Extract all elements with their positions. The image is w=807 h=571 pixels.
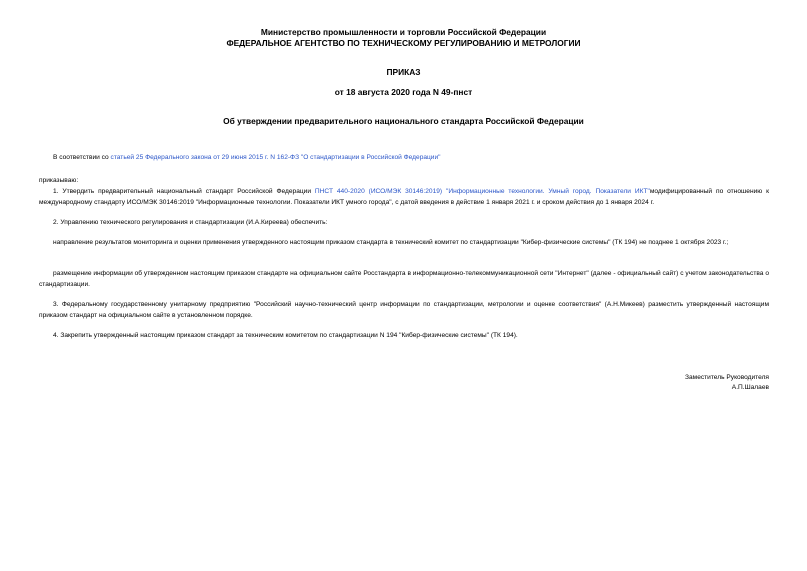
doc-type-heading: ПРИКАЗ (386, 67, 421, 77)
item-1-paragraph (39, 187, 769, 208)
signature-position: Заместитель Руководителя (685, 374, 769, 381)
item-2-paragraph: 2. Управлению технического регулирования и стандартизации (И.А.Киреева) обеспечить: (53, 219, 328, 226)
item-1-prefix: 1. Утвердить предварительный национальный стандарт Российской Федерации (53, 188, 315, 195)
doc-date-heading: от 18 августа 2020 года N 49-пнст (334, 87, 473, 97)
order-word: приказываю: (39, 177, 79, 184)
item-2a-paragraph: направление результатов мониторинга и оценки применения утвержденного настоящим приказом стандарта в технический комитет по стандартизации "Кибер-физические системы" (ТК 194) не позднее 1 октября 2023 г.; (53, 239, 729, 246)
item-4-paragraph: 4. Закрепить утвержденный настоящим приказом стандарт за техническим комитетом по стандартизации N 194 "Кибер-физические системы" (ТК 194). (53, 332, 518, 339)
item-1-suffix: модифицированный по отношению к международному стандарту ИСО/МЭК 30146:2019 "Информационные технологии. Показатели ИКТ умного города", с датой введения в действие 1 января 2021 г. и сроком действия до 1 января 2024 г. (39, 188, 769, 206)
ministry-heading: Министерство промышленности и торговли Российской Федерации (260, 27, 547, 37)
item-3-paragraph: 3. Федеральному государственному унитарному предприятию "Российский научно-технический центр информации по стандартизации, метрологии и оценке соответствия" (А.Н.Микеев) разместить утвержденный настоящим приказом стандарт на официальном сайте в установленном порядке. (39, 301, 769, 319)
doc-title: Об утверждении предварительного национального стандарта Российской Федерации (223, 116, 584, 126)
standard-link[interactable]: ПНСТ 440-2020 (ИСО/МЭК 30146:2019) "Информационные технологии. Умный город. Показатели ИКТ" (314, 188, 650, 195)
law-link[interactable]: статьей 25 Федерального закона от 29 июня 2015 г. N 162-ФЗ "О стандартизации в Российской Федерации" (110, 154, 441, 161)
intro-prefix: В соответствии со (53, 154, 111, 161)
signature-name: А.П.Шалаев (731, 384, 769, 391)
item-2b-paragraph: размещение информации об утвержденном настоящим приказом стандарте на официальном сайте Росстандарта в информационно-телекоммуникационной сети "Интернет" (далее - официальный сайт) с учетом законодательства о стандартизации. (39, 270, 769, 288)
intro-paragraph (39, 153, 769, 164)
agency-heading: ФЕДЕРАЛЬНОЕ АГЕНТСТВО ПО ТЕХНИЧЕСКОМУ РЕГУЛИРОВАНИЮ И МЕТРОЛОГИИ (226, 38, 581, 48)
